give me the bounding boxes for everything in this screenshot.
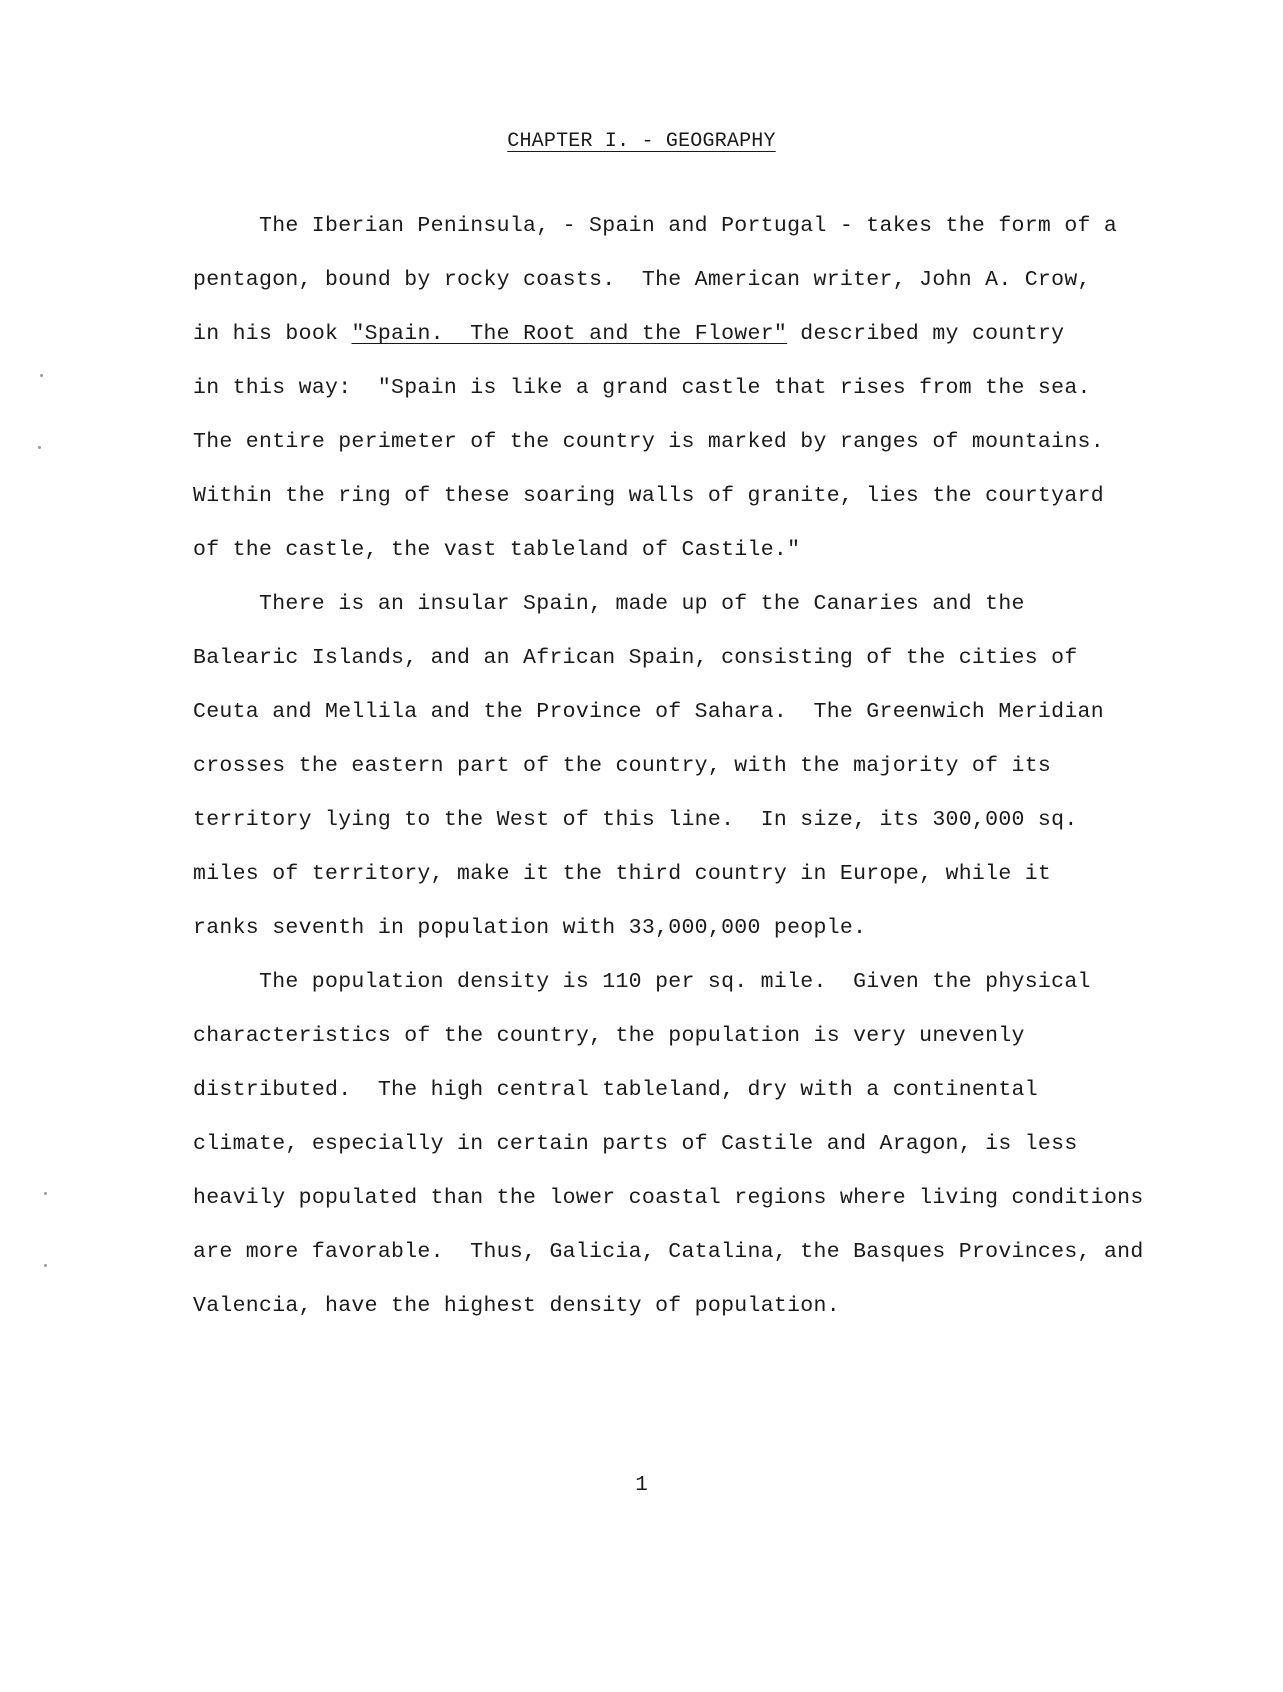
- text-line-15: The population density is 110 per sq. mile. Given the physical: [259, 970, 1091, 994]
- text-line-12: territory lying to the West of this line. In size, its 300,000 sq.: [193, 808, 1078, 832]
- text-line-17: distributed. The high central tableland, dry with a continental: [193, 1078, 1038, 1102]
- text-line-4: in this way: "Spain is like a grand castle that rises from the sea.: [193, 376, 1091, 400]
- text-line-13: miles of territory, make it the third country in Europe, while it: [193, 862, 1052, 886]
- text-line-1: The Iberian Peninsula, - Spain and Portugal - takes the form of a: [259, 214, 1118, 238]
- text-line-3: [193, 322, 1064, 346]
- text-line-8: There is an insular Spain, made up of the Canaries and the: [259, 592, 1025, 616]
- text-line-14: ranks seventh in population with 33,000,000 people.: [193, 916, 867, 940]
- text-line-18: climate, especially in certain parts of Castile and Aragon, is less: [193, 1132, 1078, 1156]
- text-line-10: Ceuta and Mellila and the Province of Sahara. The Greenwich Meridian: [193, 700, 1104, 724]
- page-number: 1: [635, 1474, 648, 1497]
- text-line-20: are more favorable. Thus, Galicia, Catalina, the Basques Provinces, and: [193, 1240, 1144, 1264]
- text-line-3-after: described my country: [787, 322, 1065, 346]
- chapter-title: CHAPTER I. - GEOGRAPHY: [507, 130, 776, 153]
- text-line-3-before: in his book: [193, 322, 352, 346]
- text-line-19: heavily populated than the lower coastal regions where living conditions: [193, 1186, 1144, 1210]
- text-line-7: of the castle, the vast tableland of Castile.": [193, 538, 801, 562]
- text-line-9: Balearic Islands, and an African Spain, consisting of the cities of: [193, 646, 1078, 670]
- text-line-21: Valencia, have the highest density of population.: [193, 1294, 840, 1318]
- scan-speck: [40, 374, 43, 377]
- text-line-2: pentagon, bound by rocky coasts. The American writer, John A. Crow,: [193, 268, 1091, 292]
- scan-speck: [44, 1264, 47, 1267]
- scan-speck: [44, 1192, 47, 1195]
- text-line-5: The entire perimeter of the country is marked by ranges of mountains.: [193, 430, 1104, 454]
- text-line-6: Within the ring of these soaring walls of granite, lies the courtyard: [193, 484, 1104, 508]
- book-title: "Spain. The Root and the Flower": [351, 322, 788, 346]
- scan-speck: [38, 446, 41, 449]
- text-line-16: characteristics of the country, the population is very unevenly: [193, 1024, 1025, 1048]
- text-line-11: crosses the eastern part of the country, with the majority of its: [193, 754, 1052, 778]
